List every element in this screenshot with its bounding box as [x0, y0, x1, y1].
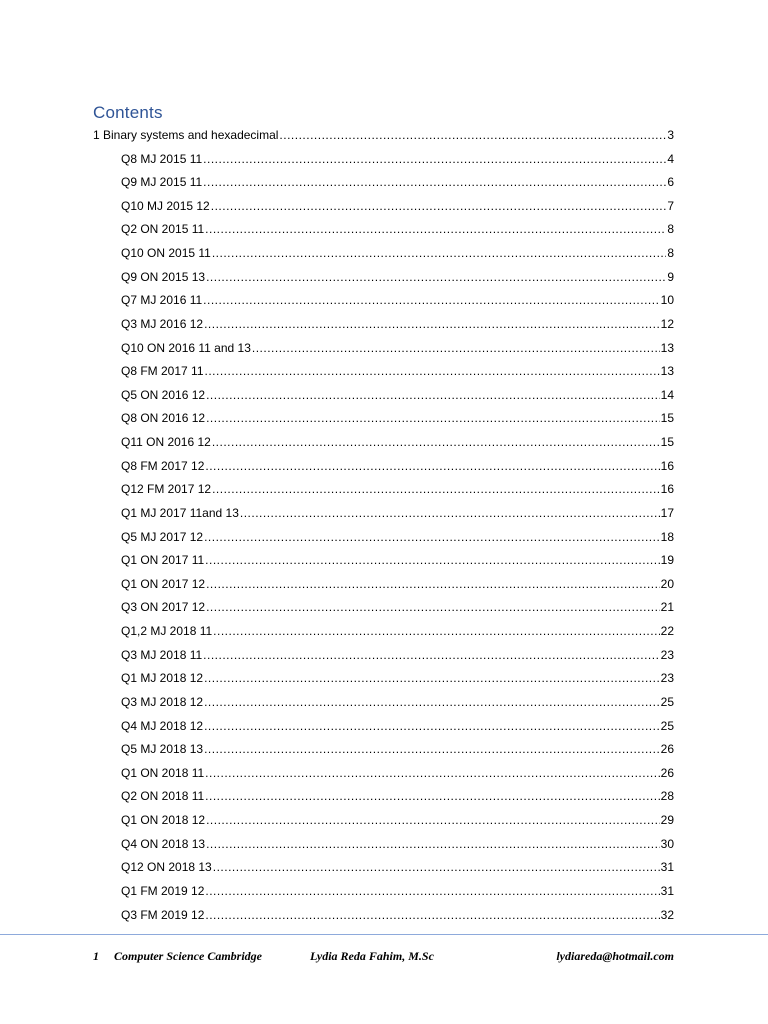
toc-entry-page-number: 30	[660, 836, 674, 851]
toc-entry-title: Q1 ON 2018 11	[121, 765, 205, 780]
toc-entry-title: Q1 ON 2017 12	[121, 576, 206, 591]
toc-entry-page-number: 21	[660, 600, 674, 615]
toc-entry-page-number: 32	[660, 907, 674, 922]
toc-entry[interactable]	[93, 738, 674, 762]
toc-dot-leader	[206, 266, 666, 290]
toc-entry[interactable]	[93, 124, 674, 148]
toc-entry-title: Q1 ON 2018 12	[121, 813, 206, 827]
toc-entry-page-number: 26	[660, 742, 674, 757]
toc-entry-page-number: 10	[660, 293, 674, 308]
toc-dot-leader	[205, 785, 659, 809]
toc-dot-leader	[240, 502, 660, 526]
toc-entry-title: Q2 ON 2015 11	[121, 222, 205, 237]
toc-entry-page-number: 26	[660, 765, 674, 780]
toc-dot-leader	[206, 573, 660, 597]
toc-entry[interactable]	[93, 337, 674, 361]
toc-dot-leader	[206, 596, 660, 620]
toc-entry[interactable]	[93, 148, 674, 172]
toc-dot-leader	[203, 289, 659, 313]
toc-entry-page-number: 3	[667, 128, 674, 142]
toc-dot-leader	[204, 667, 660, 691]
toc-dot-leader	[205, 762, 659, 786]
toc-entry-page-number: 22	[660, 624, 674, 638]
toc-entry-title: Q5 MJ 2018 13	[121, 742, 204, 757]
toc-dot-leader	[205, 904, 659, 928]
toc-entry-title: Q1 MJ 2017 11and 13	[121, 505, 239, 520]
toc-entry-title: Q12 ON 2018 13	[121, 860, 212, 875]
page-footer	[93, 949, 674, 967]
footer-author: Lydia Reda Fahim, M.Sc	[310, 949, 434, 963]
toc-entry-page-number: 31	[660, 860, 674, 875]
toc-entry-title: Q8 MJ 2015 11	[121, 151, 203, 166]
toc-entry-title: Q2 ON 2018 11	[121, 789, 205, 804]
toc-entry[interactable]	[93, 242, 674, 266]
toc-dot-leader	[212, 431, 660, 455]
toc-entry-title: Q1,2 MJ 2018 11	[121, 624, 213, 638]
toc-entry[interactable]	[93, 407, 674, 431]
toc-entry-page-number: 25	[660, 694, 674, 709]
toc-entry-page-number: 12	[660, 316, 674, 331]
footer-divider	[0, 934, 768, 935]
toc-dot-leader	[203, 148, 666, 172]
toc-entry[interactable]	[93, 431, 674, 455]
toc-dot-leader	[204, 715, 660, 739]
toc-entry-page-number: 13	[660, 340, 674, 355]
toc-entry-page-number: 28	[660, 789, 674, 804]
toc-entry-page-number: 9	[667, 269, 674, 284]
toc-entry[interactable]	[93, 455, 674, 479]
toc-entry-page-number: 16	[660, 482, 674, 497]
toc-entry-page-number: 29	[660, 813, 674, 827]
toc-entry-page-number: 18	[660, 529, 674, 544]
toc-entry-title: Q1 ON 2017 11	[121, 553, 205, 568]
toc-entry-page-number: 7	[667, 198, 674, 213]
footer-email: lydiareda@hotmail.com	[556, 949, 674, 963]
toc-entry-title: Q5 ON 2016 12	[121, 387, 206, 402]
toc-entry[interactable]	[93, 313, 674, 337]
toc-entry-page-number: 25	[660, 718, 674, 733]
footer-page-number: 1	[93, 949, 99, 963]
toc-entry-title: Q3 FM 2019 12	[121, 907, 205, 922]
toc-entry-title: Q8 FM 2017 12	[121, 458, 205, 473]
toc-entry[interactable]	[93, 218, 674, 242]
toc-entry-title: Q11 ON 2016 12	[121, 435, 211, 449]
toc-entry-title: Q10 ON 2015 11	[121, 246, 211, 260]
toc-entry-page-number: 19	[660, 553, 674, 568]
toc-dot-leader	[213, 620, 659, 644]
toc-entry-page-number: 17	[660, 505, 674, 520]
toc-entry-title: Q3 MJ 2018 12	[121, 694, 204, 709]
toc-dot-leader	[212, 478, 660, 502]
toc-dot-leader	[204, 738, 660, 762]
toc-entry-title: Q10 ON 2016 11 and 13	[121, 340, 251, 355]
toc-dot-leader	[212, 242, 666, 266]
toc-entry-page-number: 15	[660, 435, 674, 449]
toc-entry-page-number: 31	[660, 883, 674, 898]
toc-entry[interactable]	[93, 384, 674, 408]
toc-entry-title: Q10 MJ 2015 12	[121, 198, 210, 213]
toc-dot-leader	[206, 407, 660, 431]
toc-entry-title: Q4 MJ 2018 12	[121, 718, 204, 733]
toc-entry-title: Q8 ON 2016 12	[121, 411, 206, 426]
toc-entry[interactable]	[93, 289, 674, 313]
toc-entry-title: Q8 FM 2017 11	[121, 364, 204, 379]
toc-entry[interactable]	[93, 715, 674, 739]
toc-dot-leader	[252, 337, 660, 361]
toc-dot-leader	[204, 526, 660, 550]
toc-entry[interactable]	[93, 171, 674, 195]
toc-entry-title: Q9 ON 2015 13	[121, 269, 206, 284]
toc-entry-page-number: 13	[660, 364, 674, 379]
toc-entry[interactable]	[93, 360, 674, 384]
toc-heading: Contents	[93, 103, 163, 122]
toc-entry-page-number: 23	[660, 671, 674, 686]
toc-entry-page-number: 8	[667, 222, 674, 237]
toc-entry[interactable]	[93, 691, 674, 715]
toc-entry[interactable]	[93, 904, 674, 928]
toc-dot-leader	[206, 384, 660, 408]
toc-entry-title: Q9 MJ 2015 11	[121, 175, 203, 190]
toc-entry[interactable]	[93, 573, 674, 597]
toc-dot-leader	[204, 313, 660, 337]
toc-entry-title: Q4 ON 2018 13	[121, 836, 206, 851]
toc-entry-page-number: 23	[660, 647, 674, 662]
toc-dot-leader	[205, 218, 666, 242]
toc-dot-leader	[211, 195, 667, 219]
toc-entry-page-number: 8	[667, 246, 674, 260]
toc-dot-leader	[205, 360, 660, 384]
toc-dot-leader	[205, 880, 659, 904]
toc-entry-title: 1 Binary systems and hexadecimal	[93, 128, 279, 142]
toc-entry-title: Q3 MJ 2016 12	[121, 316, 204, 331]
toc-entry-page-number: 15	[660, 411, 674, 426]
toc-entry[interactable]	[93, 667, 674, 691]
toc-entry-title: Q3 ON 2017 12	[121, 600, 206, 615]
toc-entry-title: Q1 MJ 2018 12	[121, 671, 204, 686]
toc-entry[interactable]	[93, 596, 674, 620]
toc-entry[interactable]	[93, 856, 674, 880]
toc-entry[interactable]	[93, 620, 674, 644]
toc-entry[interactable]	[93, 478, 674, 502]
footer-course-title: Computer Science Cambridge	[114, 949, 262, 963]
toc-entry-title: Q3 MJ 2018 11	[121, 647, 203, 662]
toc-entry[interactable]	[93, 762, 674, 786]
toc-entry-title: Q7 MJ 2016 11	[121, 293, 203, 308]
toc-entry-page-number: 20	[660, 576, 674, 591]
toc-entry[interactable]	[93, 644, 674, 668]
toc-entry[interactable]	[93, 266, 674, 290]
toc-entry[interactable]	[93, 526, 674, 550]
toc-entry-page-number: 4	[667, 151, 674, 166]
toc-entry-page-number: 16	[660, 458, 674, 473]
toc-dot-leader	[213, 856, 660, 880]
toc-entry[interactable]	[93, 785, 674, 809]
toc-entry[interactable]	[93, 809, 674, 833]
toc-entry[interactable]	[93, 833, 674, 857]
toc-entry-title: Q5 MJ 2017 12	[121, 529, 204, 544]
toc-entry[interactable]	[93, 502, 674, 526]
toc-list	[93, 124, 674, 927]
toc-entry-page-number: 6	[667, 175, 674, 190]
toc-entry-title: Q12 FM 2017 12	[121, 482, 212, 497]
toc-dot-leader	[205, 549, 659, 573]
toc-dot-leader	[204, 691, 660, 715]
toc-dot-leader	[279, 124, 666, 148]
toc-dot-leader	[203, 171, 666, 195]
toc-entry[interactable]	[93, 880, 674, 904]
toc-dot-leader	[205, 455, 659, 479]
toc-entry-page-number: 14	[660, 387, 674, 402]
toc-dot-leader	[206, 833, 660, 857]
toc-dot-leader	[206, 809, 660, 833]
toc-entry[interactable]	[93, 195, 674, 219]
toc-entry[interactable]	[93, 549, 674, 573]
toc-entry-title: Q1 FM 2019 12	[121, 883, 205, 898]
toc-dot-leader	[203, 644, 659, 668]
